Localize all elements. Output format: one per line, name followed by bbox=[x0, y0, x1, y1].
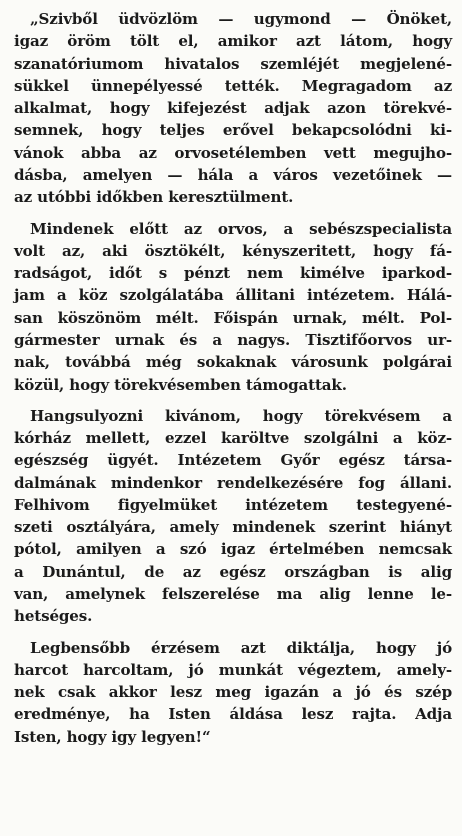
text-line: semnek, hogy teljes erővel bekapcsolódni ki- bbox=[14, 121, 452, 140]
text-line: az utóbbi időkben keresztülment. bbox=[14, 188, 294, 207]
text-line: dalmának mindenkor rendelkezésére fog állani. bbox=[14, 473, 452, 492]
text-line: egészség ügyét. Intézetem Győr egész társa- bbox=[14, 451, 452, 470]
paragraph-1 bbox=[14, 8, 452, 209]
text-line: a Dunántul, de az egész országban is alig bbox=[14, 562, 452, 581]
text-line: nak, továbbá még sokaknak városunk polgárai bbox=[14, 353, 452, 372]
paragraph-gap bbox=[14, 396, 452, 405]
text-line: vánok abba az orvosetélemben vett megujho- bbox=[14, 143, 452, 162]
text-line: Isten, hogy igy legyen!“ bbox=[14, 727, 211, 746]
text-line: jam a köz szolgálatába állitani intézetem. Hálá- bbox=[14, 286, 452, 305]
text-line: hetséges. bbox=[14, 607, 93, 626]
text-line: harcot harcoltam, jó munkát végeztem, amely- bbox=[14, 660, 452, 679]
paragraph-gap bbox=[14, 628, 452, 637]
text-line: nek csak akkor lesz meg igazán a jó és szép bbox=[14, 683, 452, 702]
text-line: gármester urnak és a nagys. Tisztifőorvos ur- bbox=[14, 330, 452, 349]
text-line: alkalmat, hogy kifejezést adjak azon törekvé- bbox=[14, 99, 452, 118]
text-line: szeti osztályára, amely mindenek szerint hiányt bbox=[14, 518, 452, 537]
paragraph-gap bbox=[14, 209, 452, 218]
text-line: Felhivom figyelmüket intézetem testegyené- bbox=[14, 495, 452, 514]
text-line: dásba, amelyen — hála a város vezetőinek — bbox=[14, 165, 452, 184]
text-line: kórház mellett, ezzel karöltve szolgálni a köz- bbox=[14, 429, 452, 448]
text-line: eredménye, ha Isten áldása lesz rajta. Adja bbox=[14, 705, 452, 724]
text-line: szanatóriumom hivatalos szemléjét megjelené- bbox=[14, 54, 452, 73]
paragraph-3 bbox=[14, 405, 452, 628]
text-line: Hangsulyozni kivánom, hogy törekvésem a bbox=[30, 406, 452, 425]
text-line: pótol, amilyen a szó igaz értelmében nemcsak bbox=[14, 540, 452, 559]
text-line: Legbensőbb érzésem azt diktálja, hogy jó bbox=[30, 638, 452, 657]
paragraph-2 bbox=[14, 218, 452, 396]
text-line: san köszönöm mélt. Főispán urnak, mélt. Pol- bbox=[14, 308, 452, 327]
article-column bbox=[14, 8, 452, 748]
text-line: sükkel ünnepélyessé tették. Megragadom az bbox=[14, 76, 452, 95]
text-line: igaz öröm tölt el, amikor azt látom, hogy bbox=[14, 32, 452, 51]
text-line: volt az, aki ösztökélt, kényszeritett, hogy fá- bbox=[14, 241, 452, 260]
text-line: „Szivből üdvözlöm — ugymond — Önöket, bbox=[30, 10, 452, 28]
paragraph-4 bbox=[14, 637, 452, 748]
text-line: Mindenek előtt az orvos, a sebészspecialista bbox=[30, 219, 452, 238]
text-line: radságot, időt s pénzt nem kimélve iparkod- bbox=[14, 264, 452, 283]
text-line: közül, hogy törekvésemben támogattak. bbox=[14, 375, 347, 394]
text-line: van, amelynek felszerelése ma alig lenne le- bbox=[14, 585, 452, 604]
